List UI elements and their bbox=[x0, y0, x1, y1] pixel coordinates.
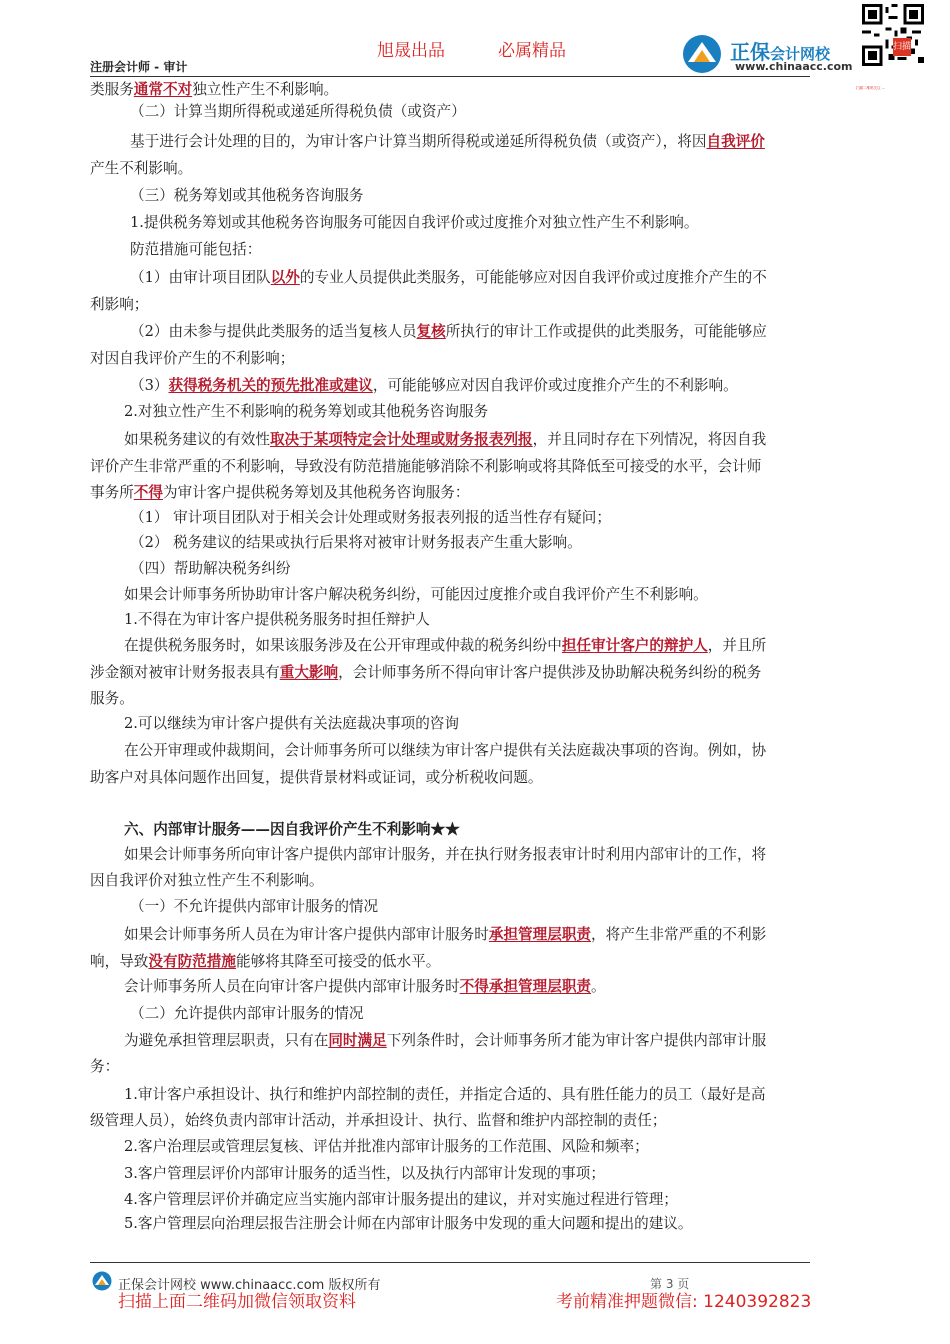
header-slogan-left: 旭晟出品 bbox=[377, 41, 445, 61]
text-segment: 类服务 bbox=[90, 81, 134, 98]
text-line bbox=[90, 661, 761, 682]
text-line bbox=[130, 374, 738, 395]
key-term: 担任审计客户的辩护人 bbox=[561, 637, 708, 654]
text-segment: 服务。 bbox=[90, 690, 134, 707]
text-segment: 响，导致 bbox=[90, 953, 149, 970]
text-segment: 会计师事务所人员在向审计客户提供内部审计服务时 bbox=[124, 978, 460, 995]
text-segment: 1.不得在为审计客户提供税务服务时担任辩护人 bbox=[124, 611, 430, 628]
key-term: 通常不对 bbox=[133, 81, 193, 98]
text-segment: ，可能能够应对因自我评价或过度推介产生的不利影响。 bbox=[372, 377, 738, 394]
text-line bbox=[90, 293, 148, 314]
text-segment: 能够将其降至可接受的低水平。 bbox=[235, 953, 441, 970]
page-number: 第 3 页 bbox=[650, 1277, 690, 1291]
text-line bbox=[124, 712, 459, 733]
key-term: 承担管理层职责 bbox=[488, 926, 592, 943]
text-segment: 所执行的审计工作或提供的此类服务，可能能够应 bbox=[445, 323, 767, 340]
text-line bbox=[124, 739, 766, 760]
text-segment: 。 bbox=[591, 978, 606, 995]
text-line bbox=[124, 1083, 765, 1104]
text-segment: （3） bbox=[130, 377, 169, 394]
text-line bbox=[130, 184, 364, 205]
text-line bbox=[124, 1135, 649, 1156]
text-segment: 产生不利影响。 bbox=[90, 160, 193, 177]
text-segment: （四）帮助解决税务纠纷 bbox=[130, 560, 291, 577]
text-segment: （二）允许提供内部审计服务的情况 bbox=[130, 1005, 364, 1022]
text-segment: 2.客户治理层或管理层复核、评估并批准内部审计服务的工作范围、风险和频率； bbox=[124, 1138, 649, 1155]
qr-code-icon bbox=[862, 4, 924, 66]
key-term: 取决于某项特定会计处理或财务报表列报 bbox=[269, 431, 533, 448]
text-segment: 在提供税务服务时，如果该服务涉及在公开审理或仲裁的税务纠纷中 bbox=[124, 637, 562, 654]
text-line bbox=[90, 347, 294, 368]
footer-logo-icon bbox=[92, 1270, 114, 1292]
text-line bbox=[90, 157, 192, 178]
key-term: 复核 bbox=[416, 323, 446, 340]
text-line bbox=[130, 531, 582, 552]
text-segment: 2.可以继续为审计客户提供有关法庭裁决事项的咨询 bbox=[124, 715, 459, 732]
qr-badge: 扫描 bbox=[893, 38, 911, 56]
text-line bbox=[124, 1188, 678, 1209]
brand-name: 正保会计网校 bbox=[730, 40, 831, 64]
text-line bbox=[90, 1109, 666, 1130]
text-line bbox=[90, 687, 134, 708]
text-line bbox=[124, 818, 460, 839]
text-segment: 为审计客户提供税务筹划及其他税务咨询服务： bbox=[163, 484, 470, 501]
text-segment: 如果会计师事务所人员在为审计客户提供内部审计服务时 bbox=[124, 926, 489, 943]
text-line bbox=[130, 266, 767, 287]
text-segment: 对因自我评价产生的不利影响； bbox=[90, 350, 295, 367]
text-line bbox=[124, 975, 606, 996]
text-segment: 在公开审理或仲裁期间，会计师事务所可以继续为审计客户提供有关法庭裁决事项的咨询。例如，协 bbox=[124, 742, 767, 759]
text-segment: 3.客户管理层评价内部审计服务的适当性，以及执行内部审计发现的事项； bbox=[124, 1165, 605, 1182]
footer-copyright: 正保会计网校 www.chinaacc.com 版权所有 bbox=[118, 1278, 381, 1293]
header-divider bbox=[90, 76, 810, 77]
text-segment: 如果会计师事务所向审计客户提供内部审计服务，并在执行财务报表审计时利用内部审计的工作，将 bbox=[124, 846, 767, 863]
text-line bbox=[130, 130, 765, 151]
text-line bbox=[124, 1212, 693, 1233]
text-line bbox=[124, 583, 708, 604]
course-title: 注册会计师 - 审计 bbox=[90, 60, 188, 74]
text-segment: 1.提供税务筹划或其他税务咨询服务可能因自我评价或过度推介对独立性产生不利影响。 bbox=[130, 214, 699, 231]
key-term: 不得承担管理层职责 bbox=[459, 978, 592, 995]
text-line bbox=[90, 869, 324, 890]
text-line bbox=[124, 923, 766, 944]
footer-divider bbox=[90, 1262, 810, 1263]
chinaacc-logo-icon bbox=[682, 34, 726, 74]
key-term: 获得税务机关的预先批准或建议 bbox=[168, 377, 373, 394]
text-segment: （二）计算当期所得税或递延所得税负债（或资产） bbox=[130, 103, 466, 120]
text-line bbox=[124, 634, 766, 655]
header-slogan-right: 必属精品 bbox=[498, 41, 566, 61]
text-segment: ，并且所 bbox=[707, 637, 767, 654]
text-segment: （三）税务筹划或其他税务咨询服务 bbox=[130, 187, 364, 204]
text-segment: 为避免承担管理层职责，只有在 bbox=[124, 1032, 329, 1049]
text-line bbox=[124, 1029, 766, 1050]
text-line bbox=[130, 1002, 364, 1023]
footer-notice-left: 扫描上面二维码加微信领取资料 bbox=[118, 1292, 356, 1312]
text-line bbox=[130, 557, 291, 578]
text-segment: ，将产生非常严重的不利影 bbox=[591, 926, 767, 943]
text-segment: 2.对独立性产生不利影响的税务筹划或其他税务咨询服务 bbox=[124, 403, 489, 420]
text-line bbox=[130, 895, 378, 916]
qr-note: 扫描二维码关注 ... bbox=[856, 86, 885, 90]
key-term: 没有防范措施 bbox=[148, 953, 236, 970]
text-segment: 级管理人员），始终负责内部审计活动，并承担设计、执行、监督和维护内部控制的责任； bbox=[90, 1112, 667, 1129]
text-line bbox=[90, 766, 542, 787]
text-segment: 基于进行会计处理的目的，为审计客户计算当期所得税或递延所得税负债（或资产），将因 bbox=[130, 133, 707, 150]
text-segment: ，并且同时存在下列情况，将因自我 bbox=[532, 431, 767, 448]
text-segment: 1.审计客户承担设计、执行和维护内部控制的责任，并指定合适的、具有胜任能力的员工（最好是高 bbox=[124, 1086, 766, 1103]
text-segment: 如果会计师事务所协助审计客户解决税务纠纷，可能因过度推介或自我评价产生不利影响。 bbox=[124, 586, 708, 603]
text-segment: 4.客户管理层评价并确定应当实施内部审计服务提出的建议，并对实施过程进行管理； bbox=[124, 1191, 678, 1208]
text-segment: （1） 审计项目团队对于相关会计处理或财务报表列报的适当性存有疑问； bbox=[130, 509, 611, 526]
text-segment: 利影响； bbox=[90, 296, 149, 313]
text-segment: （1）由审计项目团队 bbox=[130, 269, 271, 286]
key-term: 不得 bbox=[133, 484, 163, 501]
text-segment: 事务所 bbox=[90, 484, 134, 501]
key-term: 以外 bbox=[270, 269, 300, 286]
text-segment: 因自我评价对独立性产生不利影响。 bbox=[90, 872, 324, 889]
text-segment: 防范措施可能包括： bbox=[130, 241, 262, 258]
text-segment: 助客户对具体问题作出回复，提供背景材料或证词，或分析税收问题。 bbox=[90, 769, 543, 786]
text-line bbox=[90, 78, 338, 99]
text-segment: 5.客户管理层向治理层报告注册会计师在内部审计服务中发现的重大问题和提出的建议。 bbox=[124, 1215, 693, 1232]
text-line bbox=[130, 320, 767, 341]
key-term: 自我评价 bbox=[706, 133, 765, 150]
key-term: 同时满足 bbox=[328, 1032, 387, 1049]
text-line bbox=[124, 428, 766, 449]
text-segment: 的专业人员提供此类服务，可能能够应对因自我评价或过度推介产生的不 bbox=[299, 269, 767, 286]
text-line bbox=[130, 100, 466, 121]
text-segment: （2）由未参与提供此类服务的适当复核人员 bbox=[130, 323, 417, 340]
brand-url[interactable]: www.chinaacc.com bbox=[735, 60, 853, 73]
text-line bbox=[124, 1162, 605, 1183]
text-segment: 如果税务建议的有效性 bbox=[124, 431, 270, 448]
text-line bbox=[130, 211, 699, 232]
text-segment: 下列条件时，会计师事务所才能为审计客户提供内部审计服 bbox=[386, 1032, 767, 1049]
text-segment: 独立性产生不利影响。 bbox=[192, 81, 339, 98]
text-segment: （一）不允许提供内部审计服务的情况 bbox=[130, 898, 379, 915]
key-term: 重大影响 bbox=[279, 664, 339, 681]
text-segment: 涉金额对被审计财务报表具有 bbox=[90, 664, 280, 681]
section-heading: 六、内部审计服务——因自我评价产生不利影响★★ bbox=[124, 821, 460, 838]
text-line bbox=[90, 1055, 119, 1076]
text-segment: 务： bbox=[90, 1058, 120, 1075]
text-line bbox=[90, 950, 440, 971]
text-line bbox=[124, 843, 766, 864]
text-segment: ，会计师事务所不得向审计客户提供涉及协助解决税务纠纷的税务 bbox=[338, 664, 762, 681]
text-line bbox=[130, 238, 261, 259]
text-line bbox=[124, 400, 488, 421]
text-line bbox=[90, 455, 761, 476]
text-segment: 评价产生非常严重的不利影响，导致没有防范措施能够消除不利影响或将其降低至可接受的水平，会计师 bbox=[90, 458, 762, 475]
text-line bbox=[90, 481, 469, 502]
text-line bbox=[124, 608, 430, 629]
footer-notice-right: 考前精准押题微信: 1240392823 bbox=[556, 1292, 812, 1312]
text-segment: （2） 税务建议的结果或执行后果将对被审计财务报表产生重大影响。 bbox=[130, 534, 582, 551]
text-line bbox=[130, 506, 611, 527]
